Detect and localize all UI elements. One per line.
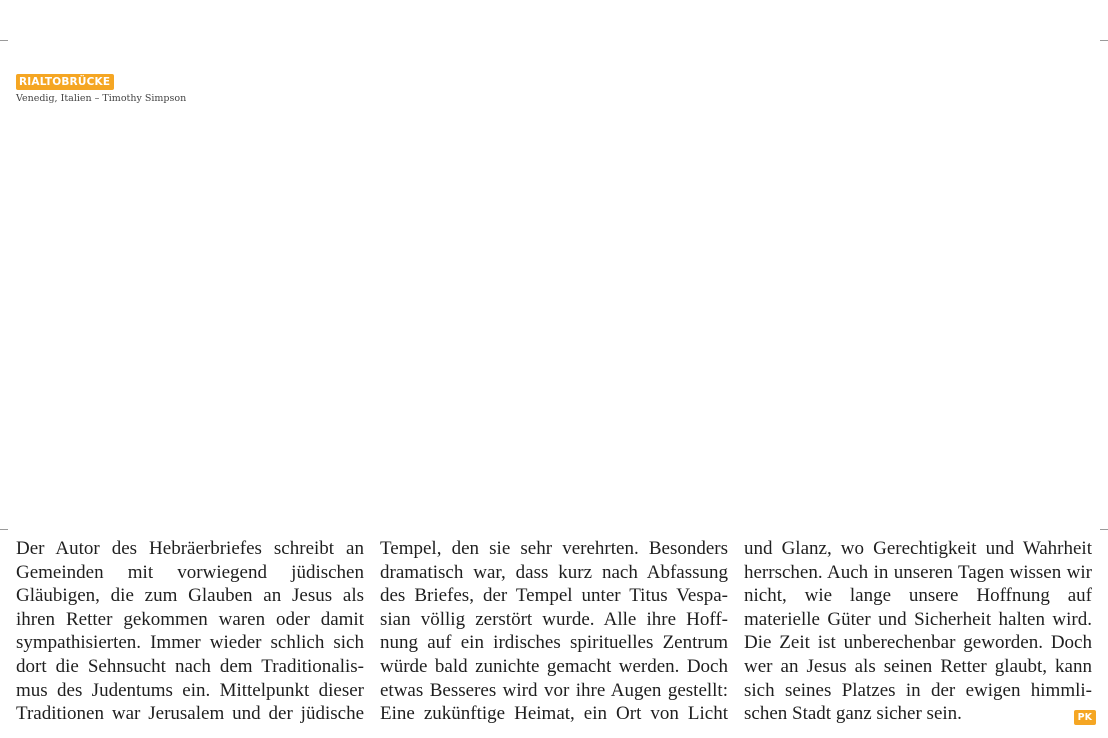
article-column-1: Der Autor des Hebräerbriefes schreibt an Gemeinden mit vorwiegend jüdischen Gläubigen, die zum Glauben an Jesus als ihren Retter gekommen waren oder damit sympathisierten. Immer wieder schlich sich dort die Sehnsucht nach dem Traditionalis-mus des Judentums ein. Mittelpunkt dieser Traditionen war Jerusalem und der jüdische xyxy=(16,538,364,725)
crop-mark-bottom-left xyxy=(0,529,8,530)
article-column-2: Tempel, den sie sehr verehrten. Besonders dramatisch war, dass kurz nach Abfassung des Briefes, der Tempel unter Titus Vespa-sian völlig zerstört wurde. Alle ihre Hoff-nung auf ein irdisches spirituelles Zentrum würde bald zunichte gemacht werden. Doch etwas Besseres wird vor ihre Augen gestellt: Eine zukünftige Heimat, ein Ort von Licht xyxy=(380,538,728,725)
crop-mark-top-left xyxy=(0,40,8,41)
author-initials-badge: PK xyxy=(1074,710,1096,725)
location-tag: RIALTOBRÜCKE xyxy=(16,74,114,90)
crop-mark-top-right xyxy=(1100,40,1108,41)
article-column-3: und Glanz, wo Gerechtigkeit und Wahrheit herrschen. Auch in unseren Tagen wissen wir nicht, wie lange unsere Hoffnung auf materielle Güter und Sicherheit halten wird. Die Zeit ist unberechenbar geworden. Doch wer an Jesus als seinen Retter glaubt, kann sich seines Platzes in der ewigen himmli-schen Stadt ganz sicher sein. xyxy=(744,538,1092,725)
crop-mark-bottom-right xyxy=(1100,529,1108,530)
photo-caption xyxy=(16,70,186,105)
photo-credit: Venedig, Italien – Timothy Simpson xyxy=(16,93,187,104)
article-body xyxy=(16,537,1092,726)
